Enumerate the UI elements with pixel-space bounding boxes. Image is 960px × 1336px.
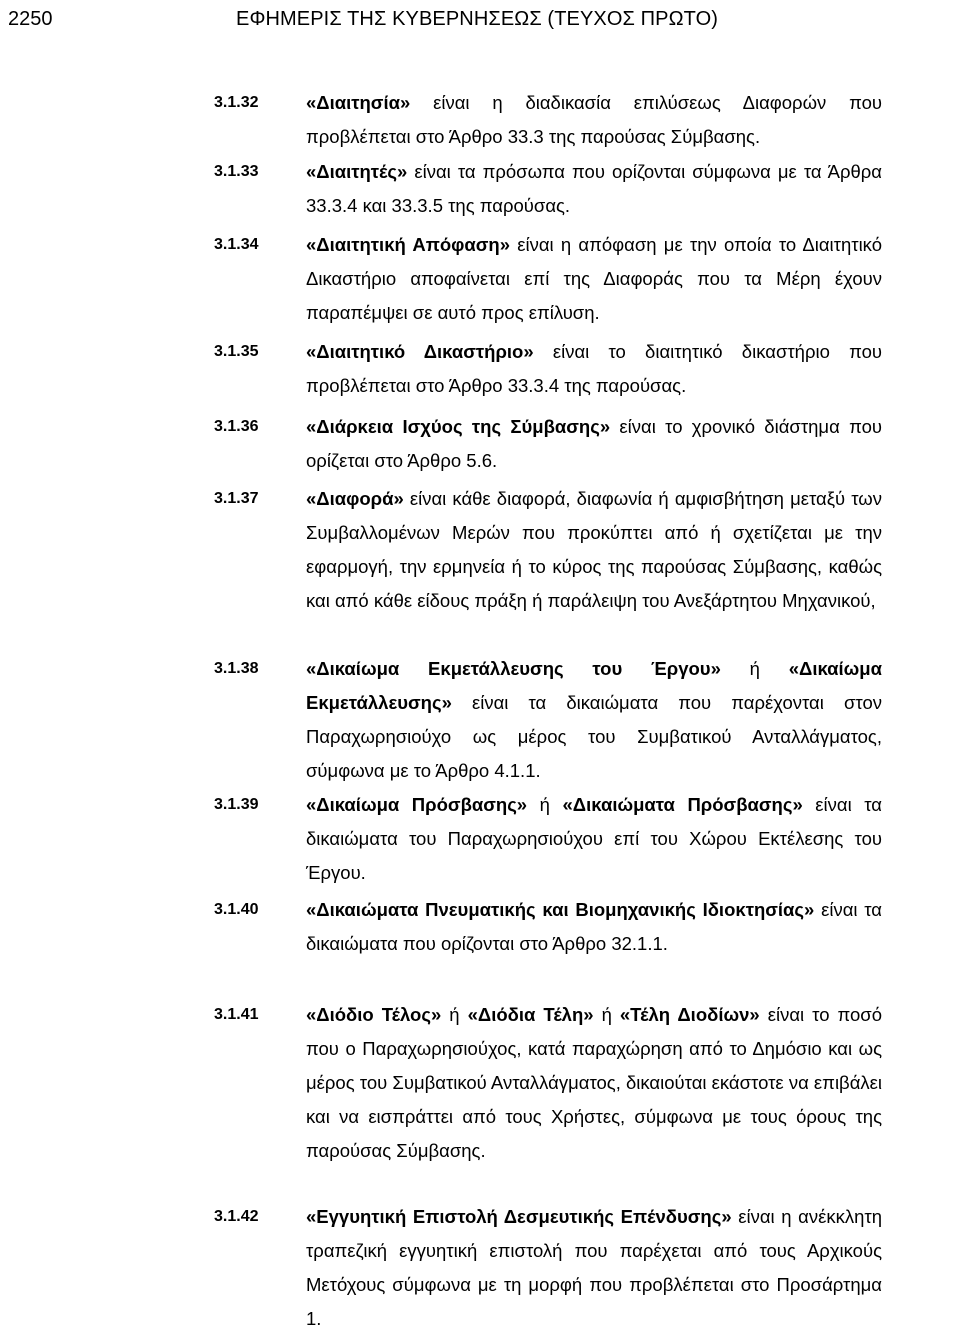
- entry-number: 3.1.41: [214, 1006, 259, 1023]
- entry-text: [306, 410, 882, 478]
- entry-text: [306, 998, 882, 1168]
- page-header: [8, 4, 948, 34]
- entry-text: [306, 228, 882, 330]
- entry-text: [306, 482, 882, 618]
- entry-number: 3.1.37: [214, 490, 259, 507]
- entry-text: [306, 86, 882, 154]
- definition-body: είναι η διαδικασία επιλύσεως Διαφορών που προβλέπεται στο Άρθρο 33.3 της παρούσας Σύμβασης.: [306, 92, 882, 147]
- conjunction: ή: [593, 1004, 620, 1025]
- entry-text: [306, 155, 882, 223]
- defined-term: «Δικαίωμα Πρόσβασης»: [306, 794, 528, 815]
- entry-number: 3.1.36: [214, 418, 259, 435]
- defined-term: «Διάρκεια Ισχύος της Σύμβασης»: [306, 416, 611, 437]
- conjunction: ή: [441, 1004, 468, 1025]
- defined-term: «Εγγυητική Επιστολή Δεσμευτικής Επένδυσης»: [306, 1206, 732, 1227]
- page-number: 2250: [8, 8, 53, 30]
- definition-body: είναι το ποσό που ο Παραχωρησιούχος, κατά παραχώρηση από το Δημόσιο και ως μέρος του Συμβατικού Ανταλλάγματος, δικαιούται εκάστοτε να επιβάλει και να εισπράττει από τους Χρήστες, σύμφωνα με τους όρους της παρούσας Σύμβασης.: [306, 1004, 882, 1161]
- defined-term: «Διαιτητές»: [306, 161, 408, 182]
- definition-body: είναι τα πρόσωπα που ορίζονται σύμφωνα με τα Άρθρα 33.3.4 και 33.3.5 της παρούσας.: [306, 161, 882, 216]
- definition-body: είναι τα δικαιώματα του Παραχωρησιούχου επί του Χώρου Εκτέλεσης του Έργου.: [306, 794, 882, 883]
- entry-text: [306, 1200, 882, 1336]
- defined-term: «Διαιτητική Απόφαση»: [306, 234, 511, 255]
- entry-text: [306, 788, 882, 890]
- definition-body: είναι το χρονικό διάστημα που ορίζεται στο Άρθρο 5.6.: [306, 416, 882, 471]
- defined-term: «Δικαιώματα Πνευματικής και Βιομηχανικής Ιδιοκτησίας»: [306, 899, 815, 920]
- entry-number: 3.1.42: [214, 1208, 259, 1225]
- entry-text: [306, 652, 882, 788]
- entry-number: 3.1.38: [214, 660, 259, 677]
- entry-number: 3.1.32: [214, 94, 259, 111]
- definition-body: είναι η ανέκκλητη τραπεζική εγγυητική επιστολή που παρέχεται από τους Αρχικούς Μετόχους σύμφωνα με τη μορφή που προβλέπεται στο Προσάρτημα 1.: [306, 1206, 882, 1329]
- defined-term-alt: «Δικαίωμα Εκμετάλλευσης»: [306, 658, 882, 713]
- defined-term: «Διαιτητικό Δικαστήριο»: [306, 341, 534, 362]
- definition-body: είναι κάθε διαφορά, διαφωνία ή αμφισβήτηση μεταξύ των Συμβαλλομένων Μερών που προκύπτει από ή σχετίζεται με την εφαρμογή, την ερμηνεία ή το κύρος της παρούσας Σύμβασης, καθώς και από κάθε είδους πράξη ή παράλειψη του Ανεξάρτητου Μηχανικού,: [306, 488, 882, 611]
- defined-term: «Διαφορά»: [306, 488, 404, 509]
- defined-term: «Δικαίωμα Εκμετάλλευσης του Έργου»: [306, 658, 721, 679]
- definition-body: είναι τα δικαιώματα που ορίζονται στο Άρθρο 32.1.1.: [306, 899, 882, 954]
- defined-term: «Διαιτησία»: [306, 92, 411, 113]
- gazette-title: ΕΦΗΜΕΡΙΣ ΤΗΣ ΚΥΒΕΡΝΗΣΕΩΣ (ΤΕΥΧΟΣ ΠΡΩΤΟ): [236, 8, 719, 30]
- conjunction: ή: [720, 658, 789, 679]
- entry-number: 3.1.39: [214, 796, 259, 813]
- entry-text: [306, 335, 882, 403]
- entry-number: 3.1.40: [214, 901, 259, 918]
- defined-term-alt: «Διόδια Τέλη»: [467, 1004, 594, 1025]
- definition-body: είναι τα δικαιώματα που παρέχονται στον Παραχωρησιούχο ως μέρος του Συμβατικού Ανταλλάγματος, σύμφωνα με το Άρθρο 4.1.1.: [306, 692, 882, 781]
- definition-body: είναι η απόφαση με την οποία το Διαιτητικό Δικαστήριο αποφαίνεται επί της Διαφοράς που τα Μέρη έχουν παραπέμψει σε αυτό προς επίλυση.: [306, 234, 882, 323]
- entry-number: 3.1.34: [214, 236, 259, 253]
- defined-term-alt: «Δικαιώματα Πρόσβασης»: [562, 794, 803, 815]
- defined-term: «Διόδιο Τέλος»: [306, 1004, 442, 1025]
- defined-term-alt-2: «Τέλη Διοδίων»: [619, 1004, 760, 1025]
- entry-number: 3.1.35: [214, 343, 259, 360]
- conjunction: ή: [527, 794, 563, 815]
- entry-number: 3.1.33: [214, 163, 259, 180]
- definition-body: είναι το διαιτητικό δικαστήριο που προβλέπεται στο Άρθρο 33.3.4 της παρούσας.: [306, 341, 883, 396]
- entry-text: [306, 893, 882, 961]
